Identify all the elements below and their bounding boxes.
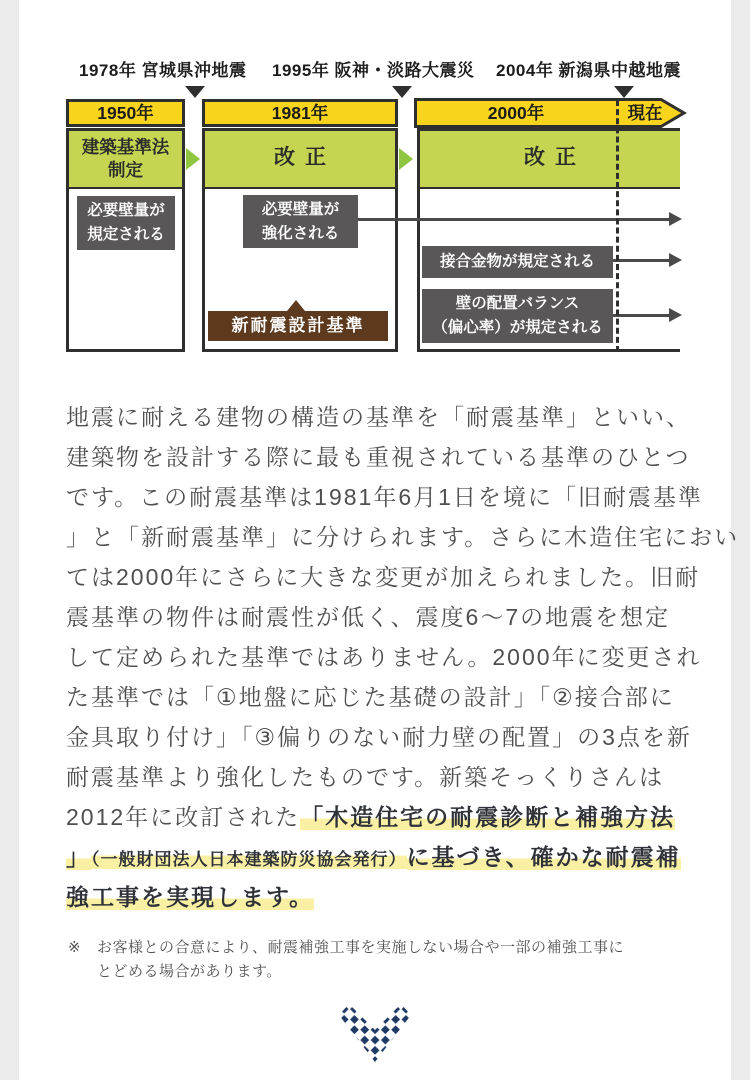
body-text-highlighted: に基づき、確かな耐震補 [406,844,681,870]
footnote-line: とどめる場合があります。 [97,962,282,980]
right-arrow-icon [399,148,413,170]
badge-new-seismic-standard: 新耐震設計基準 [208,311,388,341]
column-header-line: 制定 [108,160,143,180]
body-line: です。この耐震基準は1981年6月1日を境に「旧耐震基準 [66,484,703,510]
body-text-highlighted: 「木造住宅の耐震診断と補強方法 [300,804,676,830]
column-header: 改正 [205,131,395,189]
body-text-highlighted: 強工事を実現します。 [66,884,315,910]
year-box-2000-label: 2000年 [487,103,545,123]
footnote-marker: ※ [68,939,82,956]
note-line: 必要壁量が [261,201,340,218]
year-box-label: 1950年 [97,103,154,123]
event-label-1995: 1995年 阪神・淡路大震災 [272,61,475,80]
arrow-head-icon [669,308,682,322]
note-line: （偏心率）が規定される [432,319,603,336]
body-line [66,877,686,917]
note-line: 規定される [87,226,165,243]
note-box-wall-balance [422,289,613,343]
body-line: 建築物を設計する際に最も重視されている基準のひとつ [66,444,691,470]
column-header [69,131,182,189]
event-label-1978: 1978年 宮城県沖地震 [79,61,247,80]
note-box-wall-strengthened [243,195,358,248]
note-line: 強化される [261,225,340,242]
year-box-1950 [66,99,185,127]
body-line [66,837,686,877]
body-text-highlighted-small: （一般財団法人日本建築防災協会発行） [91,850,407,869]
body-line: 」と「新耐震基準」に分けられます。さらに木造住宅におい [66,524,740,550]
timeline-arrow [358,218,670,221]
note-box-joint-hardware [422,246,613,278]
body-line: 金具取り付け」「③偏りのない耐力壁の配置」の3点を新 [66,724,692,750]
arrow-head-icon [669,253,682,267]
note-line: 壁の配置バランス [455,295,580,312]
column-header-line: 建築基準法 [81,137,170,157]
body-line: ては2000年にさらに大きな変更が加えられました。旧耐 [66,564,701,590]
note-line: 接合金物が規定される [439,253,595,270]
down-chevron-icon [339,1004,411,1062]
right-arrow-icon [186,148,200,170]
body-text-normal: 2012年に改訂された [66,804,301,830]
body-line: 地震に耐える建物の構造の基準を「耐震基準」といい、 [66,404,691,430]
body-line: た基準では「①地盤に応じた基礎の設計」「②接合部に [66,684,675,710]
body-text [66,397,740,917]
event-label-2004: 2004年 新潟県中越地震 [496,61,682,80]
note-line: 必要壁量が [87,202,165,219]
timeline-diagram [0,0,750,360]
footnote-line: お客様との合意により、耐震補強工事を実施しない場合や一部の補強工事に [97,939,625,956]
body-line: して定められた基準ではありません。2000年に変更され [66,644,702,670]
footnote [66,936,690,983]
down-triangle-icon [614,86,634,98]
down-triangle-icon [185,86,205,98]
column-header: 改正 [420,131,680,189]
year-box-label: 1981年 [271,103,329,123]
down-triangle-icon [392,86,412,98]
body-text-highlighted: 」 [66,844,91,870]
timeline-arrow [613,259,670,262]
year-box-1981 [202,99,398,127]
timeline-arrow [613,314,670,317]
note-box-wall-required [77,196,175,250]
arrow-head-icon [669,212,682,226]
up-triangle-icon [287,300,305,311]
year-now-label: 現在 [627,103,663,123]
body-line: 耐震基準より強化したものです。新築そっくりさんは [66,764,665,790]
body-line [66,797,686,837]
present-dashed-line [616,100,619,352]
body-line: 震基準の物件は耐震性が低く、震度6〜7の地震を想定 [66,604,671,630]
